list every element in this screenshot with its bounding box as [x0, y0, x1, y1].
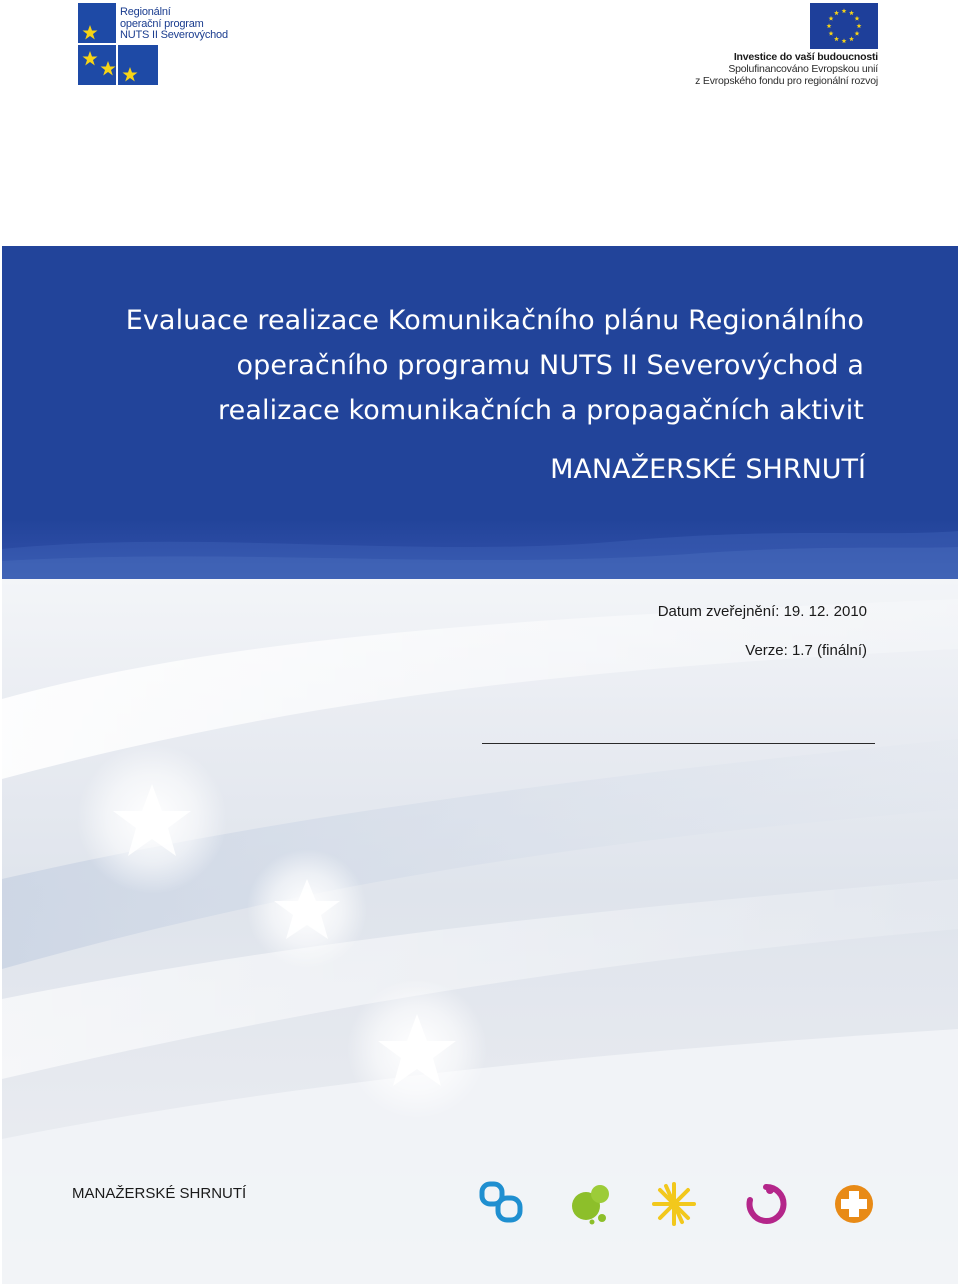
yellow-burst-icon: [650, 1180, 698, 1228]
blue-rings-icon: [478, 1180, 526, 1228]
decorative-swooshes: [2, 579, 958, 1284]
footer-label: MANAŽERSKÉ SHRNUTÍ: [72, 1185, 247, 1202]
rop-logo-line-2: operační program: [120, 17, 204, 30]
document-title-line-1: Evaluace realizace Komunikačního plánu Regionálního: [125, 305, 864, 336]
rop-logo-line-3: NUTS II Severovýchod: [120, 29, 228, 41]
document-title: [104, 298, 864, 433]
eu-logo: [690, 3, 880, 87]
decorative-background: [2, 579, 958, 1284]
publication-date: Datum zveřejnění: 19. 12. 2010: [657, 603, 867, 620]
rop-logo: [78, 3, 258, 85]
rop-logo-line-1: Regionální: [120, 6, 171, 18]
rop-logo-text: [120, 7, 228, 42]
orange-cross-icon: [830, 1180, 878, 1228]
document-version: Verze: 1.7 (finální): [745, 642, 867, 659]
divider-line: [482, 743, 875, 744]
footer-icons: [478, 1180, 878, 1230]
eu-slogan: Investice do vaší budoucnosti: [733, 51, 878, 63]
eu-cofinanced-line: Spolufinancováno Evropskou unií: [728, 63, 878, 75]
green-blob-icon: [568, 1180, 616, 1228]
document-title-line-2: operačního programu NUTS II Severovýchod a: [236, 350, 864, 381]
magenta-circle-icon: [742, 1180, 790, 1228]
eu-logo-text: [695, 51, 878, 87]
eu-fund-line: z Evropského fondu pro regionální rozvoj: [695, 75, 878, 87]
document-subtitle: MANAŽERSKÉ SHRNUTÍ: [550, 454, 866, 485]
document-title-line-3: realizace komunikačních a propagačních aktivit: [218, 395, 864, 426]
eu-flag-icon: [810, 3, 878, 49]
title-band-wave: [2, 519, 958, 579]
